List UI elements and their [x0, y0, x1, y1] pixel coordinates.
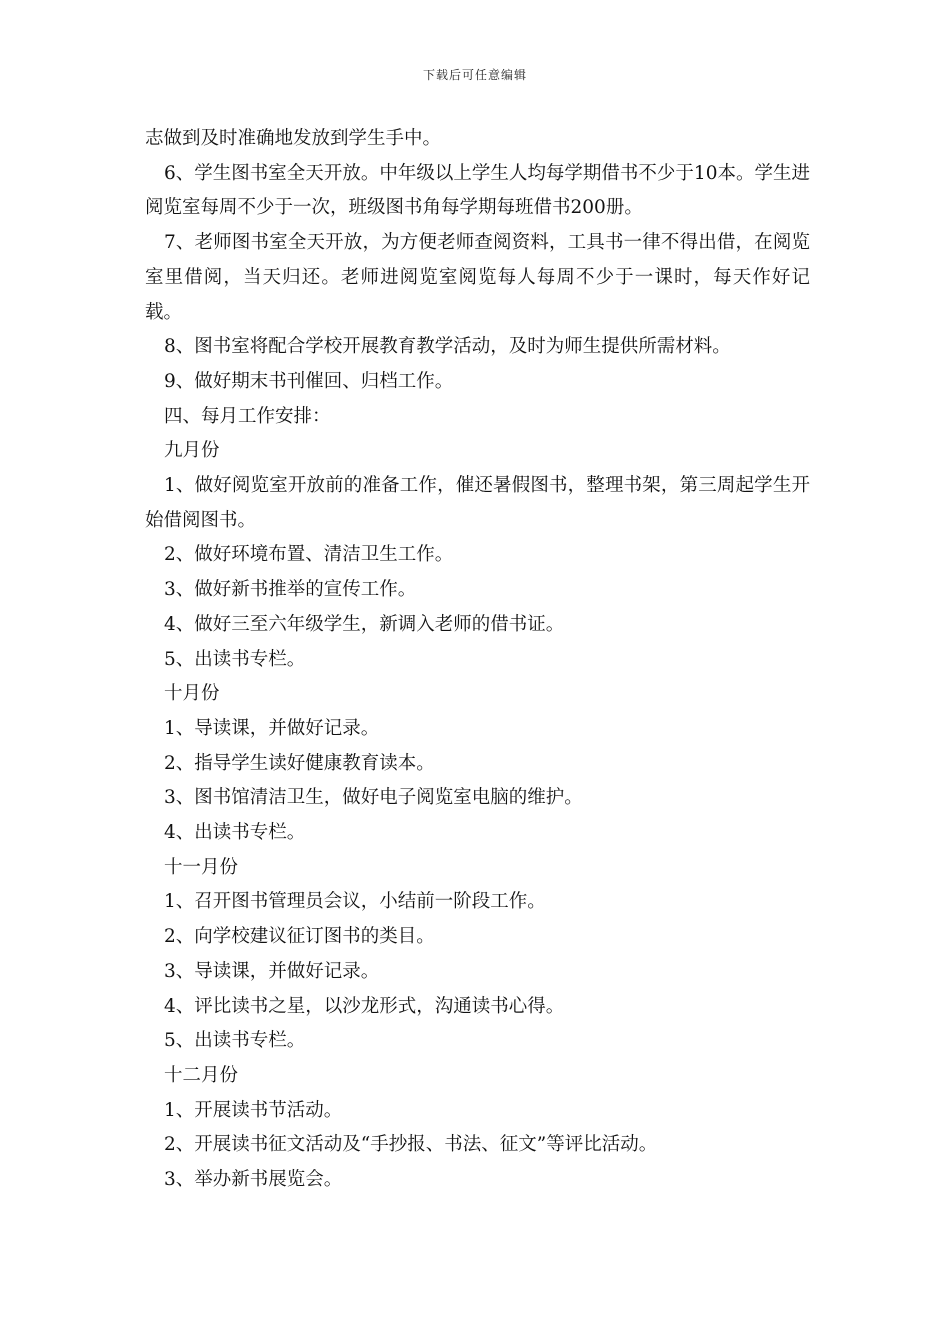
paragraph: 十二月份 — [164, 1064, 239, 1086]
paragraph: 九月份 — [164, 440, 220, 462]
paragraph: 1、开展读书节活动。 — [164, 1099, 343, 1121]
page-header: 下载后可任意编辑 — [422, 68, 527, 82]
paragraph: 志做到及时准确地发放到学生手中。 — [145, 128, 442, 149]
paragraph: 3、图书馆清洁卫生，做好电子阅览室电脑的维护。 — [164, 787, 583, 809]
paragraph: 1、召开图书管理员会议，小结前一阶段工作。 — [164, 891, 546, 913]
paragraph: 3、导读课，并做好记录。 — [164, 960, 380, 982]
paragraph: 4、出读书专栏。 — [164, 822, 306, 844]
paragraph: 8、图书室将配合学校开展教育教学活动，及时为师生提供所需材料。 — [164, 336, 731, 358]
paragraph: 3、举办新书展览会。 — [164, 1169, 343, 1191]
paragraph: 1、导读课，并做好记录。 — [164, 717, 380, 739]
paragraph: 4、做好三至六年级学生，新调入老师的借书证。 — [164, 613, 565, 635]
paragraph: 十月份 — [164, 683, 220, 705]
paragraph: 5、出读书专栏。 — [164, 648, 306, 670]
paragraph: 2、向学校建议征订图书的类目。 — [164, 926, 435, 948]
document-body — [145, 122, 810, 1198]
paragraph: 7、老师图书室全天开放，为方便老师查阅资料，工具书一律不得出借，在阅览室里借阅，当天归还。老师进阅览室阅览每人每周不少于一课时，每天作好记载。 — [145, 232, 810, 323]
paragraph: 十一月份 — [164, 856, 239, 878]
paragraph: 6、学生图书室全天开放。中年级以上学生人均每学期借书不少于10本。学生进阅览室每周不少于一次，班级图书角每学期每班借书200册。 — [145, 162, 810, 219]
paragraph: 2、指导学生读好健康教育读本。 — [164, 752, 435, 774]
paragraph: 3、做好新书推举的宣传工作。 — [164, 579, 417, 601]
paragraph: 四、每月工作安排： — [164, 405, 331, 427]
paragraph: 2、做好环境布置、清洁卫生工作。 — [164, 544, 454, 566]
paragraph: 9、做好期末书刊催回、归档工作。 — [164, 370, 454, 392]
paragraph: 5、出读书专栏。 — [164, 1030, 306, 1052]
paragraph: 4、评比读书之星，以沙龙形式，沟通读书心得。 — [164, 995, 565, 1017]
paragraph: 1、做好阅览室开放前的准备工作，催还暑假图书，整理书架，第三周起学生开始借阅图书。 — [145, 475, 810, 531]
paragraph: 2、开展读书征文活动及“手抄报、书法、征文”等评比活动。 — [164, 1134, 658, 1156]
